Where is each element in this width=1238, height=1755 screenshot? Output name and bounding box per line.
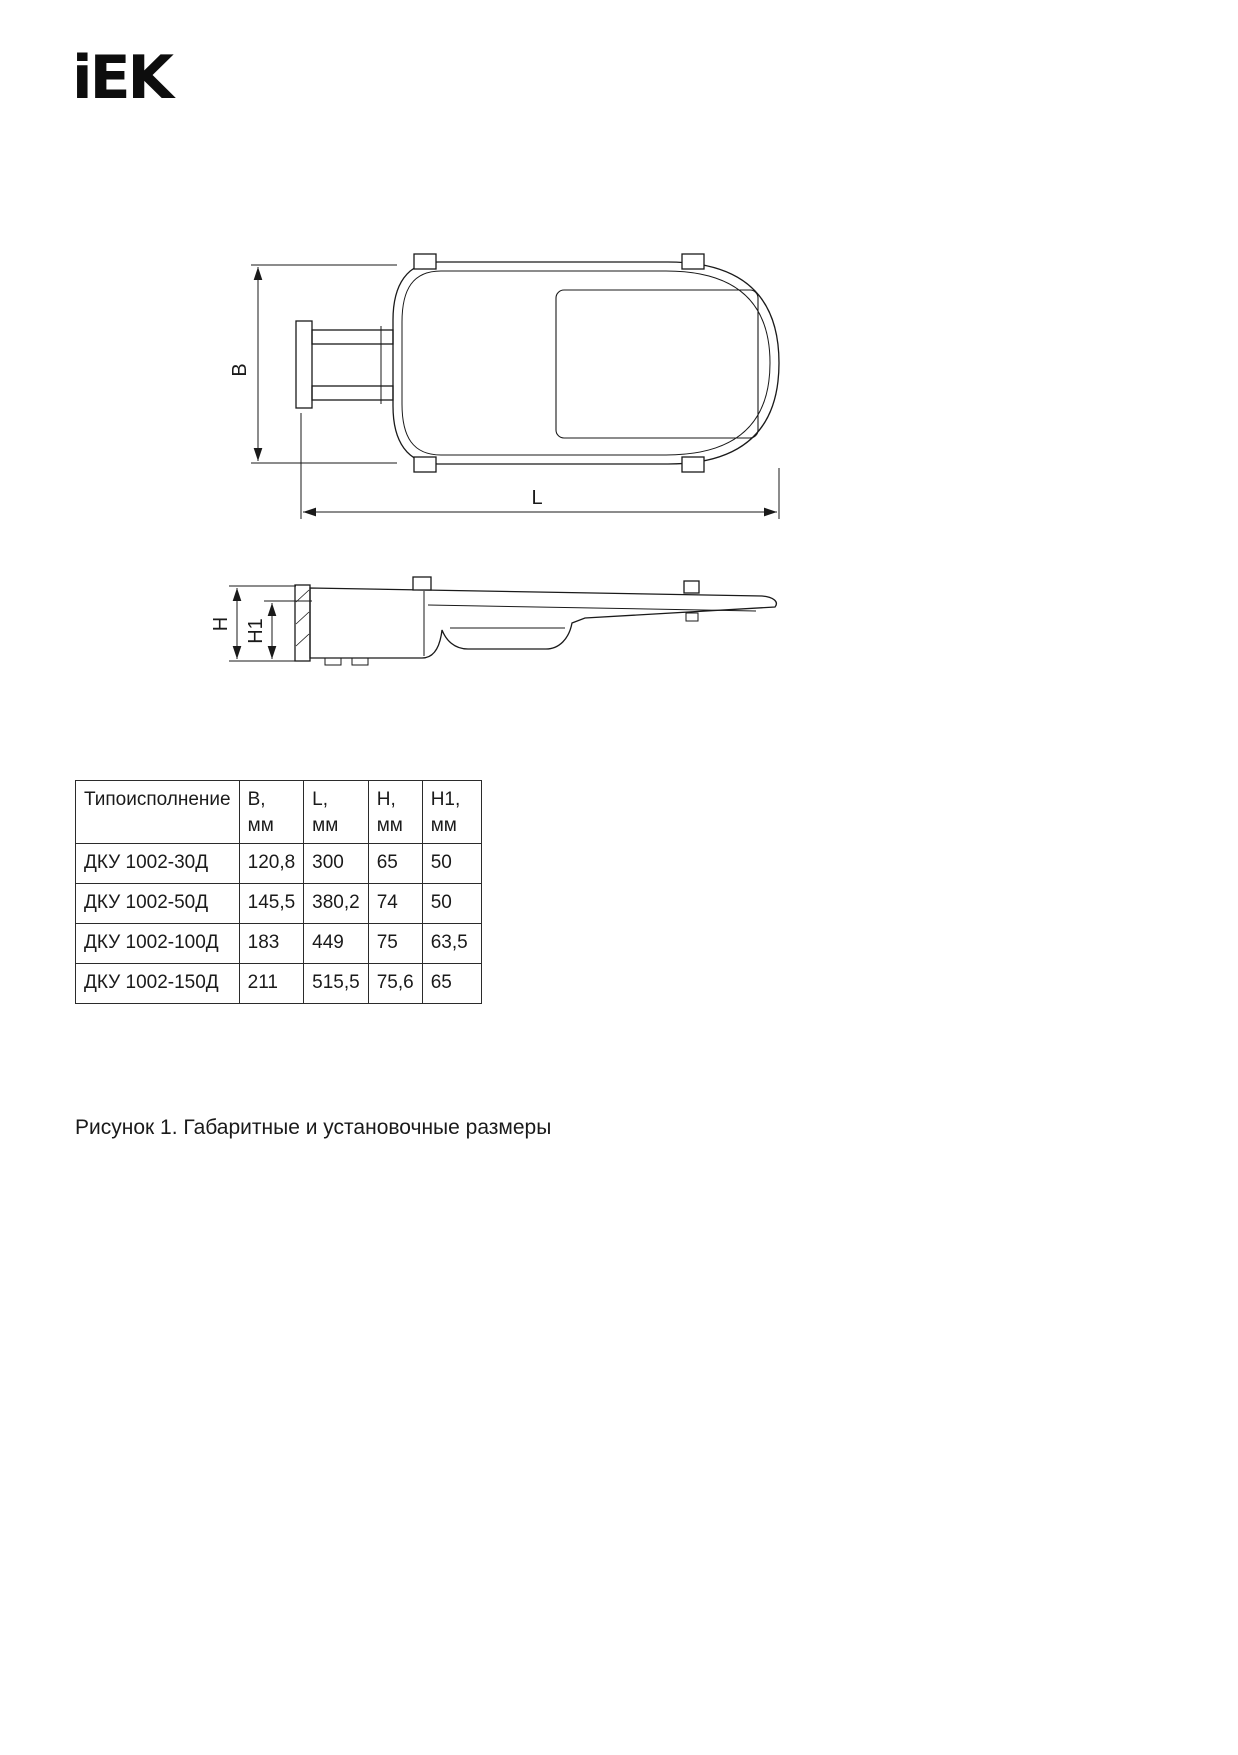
dim-label-l: L [531, 487, 543, 509]
cell-b: 183 [239, 924, 304, 964]
table-row [76, 924, 482, 964]
header-h: H, мм [368, 781, 422, 844]
cell-h: 75,6 [368, 964, 422, 1004]
cell-h1: 50 [422, 844, 481, 884]
iek-logo: iEK [72, 43, 172, 113]
clip [414, 457, 436, 472]
header-l: L, мм [304, 781, 369, 844]
clip [682, 254, 704, 269]
dim-label-b: B [229, 363, 251, 377]
table-row [76, 844, 482, 884]
header-type: Типоисполнение [76, 781, 240, 844]
cell-l: 449 [304, 924, 369, 964]
cell-b: 120,8 [239, 844, 304, 884]
dimension-h1 [264, 601, 312, 659]
header-h1: H1, мм [422, 781, 481, 844]
table-header-row [76, 781, 482, 844]
side-view-outline [295, 577, 776, 665]
cell-type: ДКУ 1002-30Д [76, 844, 240, 884]
cell-h: 75 [368, 924, 422, 964]
dimension-b [251, 265, 397, 463]
mount-flange [296, 321, 312, 408]
cell-type: ДКУ 1002-50Д [76, 884, 240, 924]
clip [682, 457, 704, 472]
cell-h1: 50 [422, 884, 481, 924]
cell-l: 380,2 [304, 884, 369, 924]
top-view-outline [296, 254, 779, 472]
figure-caption: Рисунок 1. Габаритные и установочные размеры [75, 1116, 552, 1139]
lens-window [556, 290, 758, 438]
clip [414, 254, 436, 269]
cell-h1: 65 [422, 964, 481, 1004]
dim-label-h1: H1 [245, 618, 267, 644]
cell-h1: 63,5 [422, 924, 481, 964]
cell-h: 74 [368, 884, 422, 924]
dimensions-table [75, 780, 482, 1004]
cell-b: 211 [239, 964, 304, 1004]
cell-type: ДКУ 1002-150Д [76, 964, 240, 1004]
table-row [76, 884, 482, 924]
cell-b: 145,5 [239, 884, 304, 924]
header-b: B, мм [239, 781, 304, 844]
cell-l: 300 [304, 844, 369, 884]
cell-l: 515,5 [304, 964, 369, 1004]
dim-label-h: H [210, 616, 232, 632]
cell-type: ДКУ 1002-100Д [76, 924, 240, 964]
cell-h: 65 [368, 844, 422, 884]
table-row [76, 964, 482, 1004]
